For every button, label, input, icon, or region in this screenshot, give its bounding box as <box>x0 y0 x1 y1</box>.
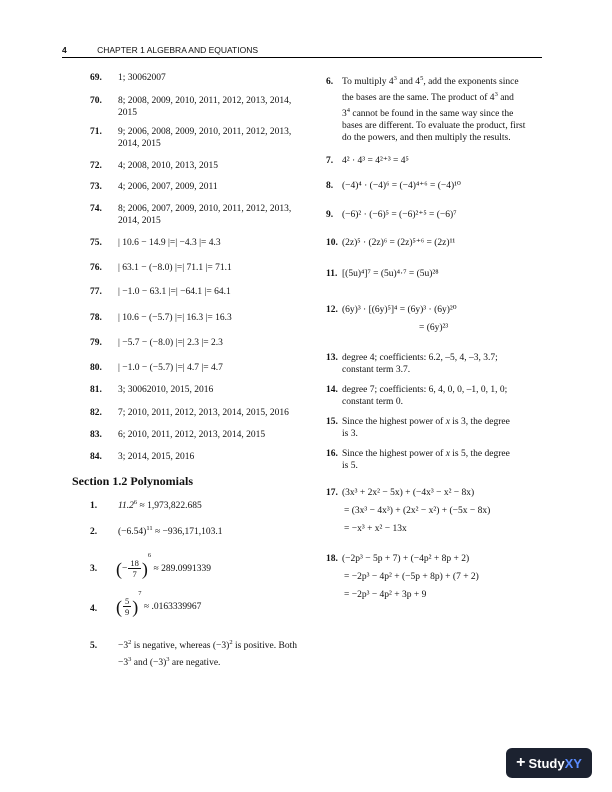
item-text: 1; 30062007 <box>118 73 166 83</box>
item-text: (− $\frac{18}{7}$ )$^6$ ≈ 289.0991339 <box>116 552 211 580</box>
item-number: 71. <box>90 127 102 137</box>
item-text: 3; 30062010, 2015, 2016 <box>118 385 214 395</box>
item-number: 73. <box>90 182 102 192</box>
item-number: 4. <box>90 604 98 614</box>
item-number: 13. <box>326 353 338 363</box>
item-text: (−4)⁴ · (−4)⁶ = (−4)⁴⁺⁶ = (−4)¹⁰ <box>342 181 461 191</box>
item-text: = (6y)²³ <box>419 323 449 333</box>
item-text: $11.2^6 \approx 1,973,822.685$ <box>118 498 202 511</box>
fraction: $\frac{18}{7}$ <box>130 558 139 580</box>
item-text: degree 7; coefficients: 6, 4, 0, 0, –1, 0, 1, 0; <box>342 385 508 395</box>
running-header <box>62 45 542 55</box>
item-text: | 63.1 − (−8.0) |=| 71.1 |= 71.1 <box>118 263 232 273</box>
header-rule <box>62 57 542 58</box>
item-number: 2. <box>90 527 98 537</box>
item-number: 72. <box>90 161 102 171</box>
item-text: $(-6.54)^{11} \approx -936,171,103.1$ <box>118 524 223 537</box>
item-text: degree 4; coefficients: 6.2, –5, 4, –3, 3.7; <box>342 353 498 363</box>
item-text: | 10.6 − 14.9 |=| −4.3 |= 4.3 <box>118 238 221 248</box>
item-text: [(5u)⁴]⁷ = (5u)⁴·⁷ = (5u)²⁸ <box>342 269 439 279</box>
item-number: 69. <box>90 73 102 83</box>
item-text: the bases are the same. The product of $4^3$ and <box>342 90 514 103</box>
item-text: is 5. <box>342 461 358 471</box>
item-text: (6y)³ · [(6y)⁵]⁴ = (6y)³ · (6y)²⁰ <box>342 305 457 315</box>
item-number: 76. <box>90 263 102 273</box>
plus-icon: + <box>516 754 526 771</box>
item-text: Since the highest power of x is 3, the degree <box>342 417 510 427</box>
item-text: bases are different. To evaluate the product, first <box>342 121 526 131</box>
chapter-title: CHAPTER 1 ALGEBRA AND EQUATIONS <box>97 45 259 55</box>
item-text: 4; 2008, 2010, 2013, 2015 <box>118 161 219 171</box>
item-text: 6; 2010, 2011, 2012, 2013, 2014, 2015 <box>118 430 266 440</box>
section-title: Section 1.2 Polynomials <box>72 474 194 488</box>
item-text: To multiply $4^3$ and $4^5$, add the exponents since <box>342 74 519 87</box>
item-text: $-3^3$ and $(-3)^3$ are negative. <box>118 655 221 668</box>
item-text: (−6)² · (−6)⁵ = (−6)²⁺⁵ = (−6)⁷ <box>342 210 457 220</box>
item-number: 78. <box>90 313 102 323</box>
item-number: 9. <box>326 210 334 220</box>
item-number: 75. <box>90 238 102 248</box>
item-text: = −x³ + x² − 13x <box>344 524 407 534</box>
item-number: 16. <box>326 449 338 459</box>
item-number: 81. <box>90 385 102 395</box>
item-text: = −2p³ − 4p² + (−5p + 8p) + (7 + 2) <box>344 572 479 582</box>
item-text: | −1.0 − 63.1 |=| −64.1 |= 64.1 <box>118 287 231 297</box>
item-text: ( $\frac{5}{9}$ )$^7$ ≈ .0163339967 <box>116 590 202 618</box>
item-number: 79. <box>90 338 102 348</box>
item-number: 11. <box>326 269 338 279</box>
fraction: $\frac{5}{9}$ <box>125 596 130 618</box>
item-text: 8; 2006, 2007, 2009, 2010, 2011, 2012, 2013, <box>118 204 292 214</box>
page-number: 4 <box>62 45 67 55</box>
item-text: constant term 3.7. <box>342 365 411 375</box>
item-number: 17. <box>326 488 338 498</box>
item-text: 2014, 2015 <box>118 139 161 149</box>
item-text: (3x³ + 2x² − 5x) + (−4x³ − x² − 8x) <box>342 488 475 498</box>
item-number: 82. <box>90 408 102 418</box>
item-number: 80. <box>90 363 102 373</box>
item-number: 1. <box>90 501 98 511</box>
item-text: 7; 2010, 2011, 2012, 2013, 2014, 2015, 2016 <box>118 408 289 418</box>
item-text: 2014, 2015 <box>118 216 161 226</box>
item-number: 84. <box>90 452 102 462</box>
item-number: 6. <box>326 77 334 87</box>
item-text: (−2p³ − 5p + 7) + (−4p² + 8p + 2) <box>342 554 470 564</box>
item-number: 8. <box>326 181 334 191</box>
item-text: Since the highest power of x is 5, the degree <box>342 449 510 459</box>
item-number: 15. <box>326 417 338 427</box>
item-number: 70. <box>90 96 102 106</box>
item-text: | −5.7 − (−8.0) |=| 2.3 |= 2.3 <box>118 338 223 348</box>
item-text: 9; 2006, 2008, 2009, 2010, 2011, 2012, 2013, <box>118 127 292 137</box>
item-text: is 3. <box>342 429 358 439</box>
item-text: | −1.0 − (−5.7) |=| 4.7 |= 4.7 <box>118 363 223 373</box>
item-text: 3; 2014, 2015, 2016 <box>118 452 195 462</box>
item-number: 18. <box>326 554 338 564</box>
item-text: 4; 2006, 2007, 2009, 2011 <box>118 182 218 192</box>
item-text: 4² · 4³ = 4²⁺³ = 4⁵ <box>342 156 409 166</box>
item-text: = −2p³ − 4p² + 3p + 9 <box>344 590 427 600</box>
item-text: (2z)⁵ · (2z)⁶ = (2z)⁵⁺⁶ = (2z)¹¹ <box>342 238 456 248</box>
item-number: 5. <box>90 641 98 651</box>
item-text: = (3x³ − 4x³) + (2x² − x²) + (−5x − 8x) <box>344 506 491 516</box>
item-text: $3^4$ cannot be found in the same way since the <box>342 106 514 119</box>
item-number: 7. <box>326 156 334 166</box>
item-number: 3. <box>90 564 98 574</box>
item-text: do the powers, and then multiply the results. <box>342 133 511 143</box>
item-number: 12. <box>326 305 338 315</box>
item-number: 10. <box>326 238 338 248</box>
item-number: 77. <box>90 287 102 297</box>
studyxy-logo: + Study XY <box>506 748 592 778</box>
item-text: constant term 0. <box>342 397 403 407</box>
item-number: 83. <box>90 430 102 440</box>
item-text: $-3^2$ is negative, whereas $(-3)^2$ is positive. Both <box>118 638 297 651</box>
item-number: 14. <box>326 385 338 395</box>
item-text: 2015 <box>118 108 137 118</box>
item-text: 8; 2008, 2009, 2010, 2011, 2012, 2013, 2014, <box>118 96 292 106</box>
item-number: 74. <box>90 204 102 214</box>
item-text: | 10.6 − (−5.7) |=| 16.3 |= 16.3 <box>118 313 232 323</box>
